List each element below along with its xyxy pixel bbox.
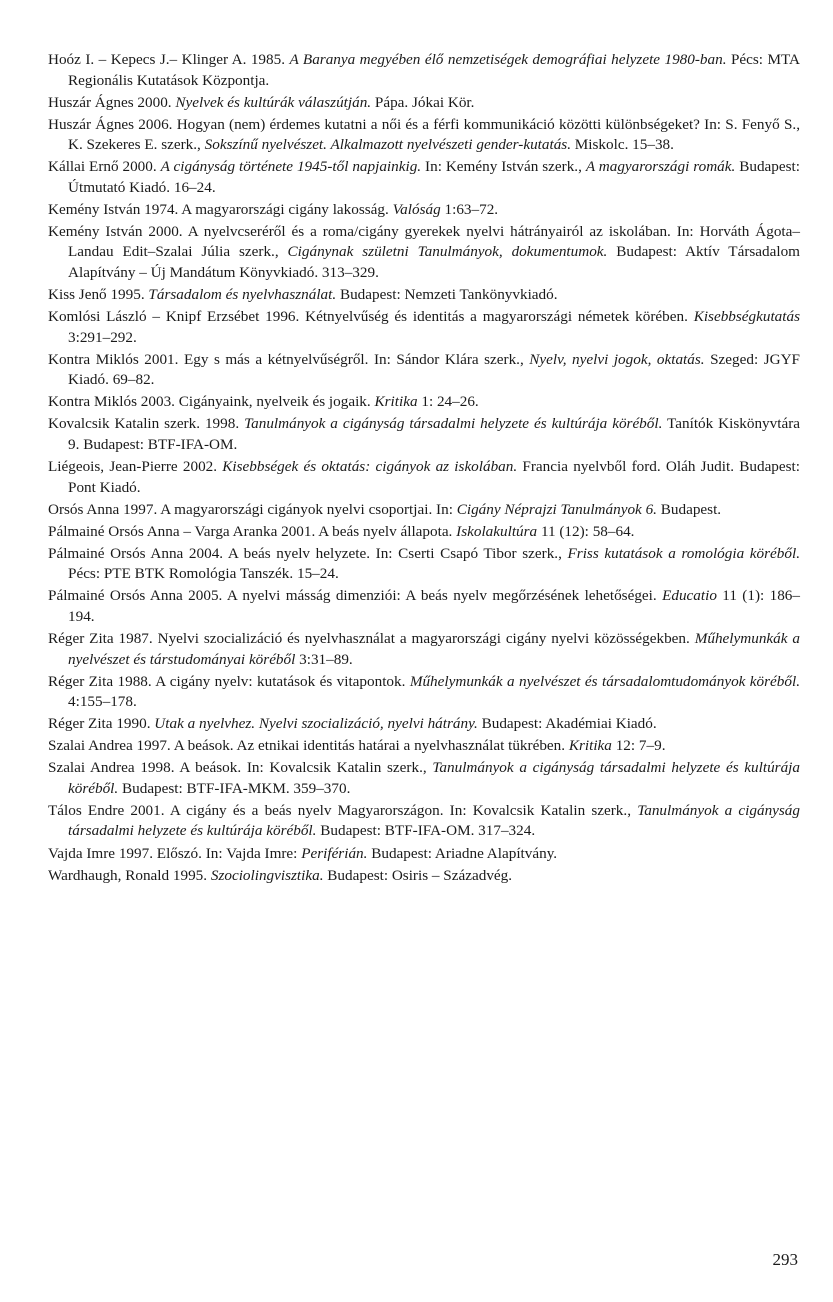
- reference-text: Réger Zita 1987. Nyelvi szocializáció és nyelvhasználat a magyarországi cigány nyelvi közösségekben.: [48, 630, 695, 647]
- reference-text: 3:291–292.: [68, 328, 137, 346]
- reference-text: Tálos Endre 2001. A cigány és a beás nyelv Magyarországon. In: Kovalcsik Katalin szerk.,: [48, 801, 638, 819]
- reference-title: Kritika: [374, 393, 418, 411]
- reference-text: 11 (1): 186–194.: [68, 587, 800, 625]
- reference-title: Társadalom és nyelvhasználat.: [148, 286, 337, 304]
- reference-text: Pécs: PTE BTK Romológia Tanszék. 15–24.: [68, 565, 339, 583]
- reference-entry: [48, 115, 800, 156]
- reference-title: Műhelymunkák a nyelvészet és társtudományai köréből: [68, 630, 800, 668]
- reference-entry: [48, 350, 800, 391]
- reference-entry: [48, 586, 800, 627]
- reference-text: 4:155–178.: [68, 693, 137, 711]
- reference-entry: [48, 414, 800, 455]
- reference-entry: [48, 866, 800, 887]
- reference-text: Komlósi László – Knipf Erzsébet 1996. Kétnyelvűség és identitás a magyarországi németek körében.: [48, 308, 694, 326]
- reference-entry: [48, 544, 800, 585]
- reference-title: Sokszínű nyelvészet. Alkalmazott nyelvészeti gender-kutatás.: [204, 136, 571, 154]
- reference-text: Pápa. Jókai Kör.: [371, 93, 475, 111]
- reference-text: Liégeois, Jean-Pierre 2002.: [48, 458, 223, 476]
- page-number: 293: [772, 1250, 798, 1269]
- reference-title: Periférián.: [301, 844, 368, 862]
- reference-title: Nyelv, nyelvi jogok, oktatás.: [529, 350, 705, 368]
- reference-text: Pálmainé Orsós Anna 2005. A nyelvi másság dimenziói: A beás nyelv megőrzésének lehetőségei.: [48, 587, 663, 605]
- reference-text: Kemény István 2000. A nyelvcseréről és a roma/cigány gyerekek nyelvi hátrányairól az iskolában. In: Horváth Ágota–Landau Edit–Szalai Júlia szerk.,: [48, 222, 800, 261]
- reference-text: In: Kemény István szerk.,: [421, 158, 586, 176]
- reference-text: Francia nyelvből ford. Oláh Judit. Budapest: Pont Kiadó.: [68, 458, 800, 496]
- reference-text: 12: 7–9.: [611, 737, 666, 755]
- reference-text: 11 (12): 58–64.: [537, 522, 635, 540]
- reference-entry: [48, 157, 800, 198]
- reference-text: Budapest: Ariadne Alapítvány.: [367, 844, 558, 862]
- reference-title: Kisebbségek és oktatás: cigányok az iskolában.: [222, 458, 518, 476]
- reference-entry: [48, 672, 800, 713]
- reference-text: Budapest.: [656, 500, 722, 518]
- reference-title: Kisebbségkutatás: [693, 308, 800, 326]
- reference-text: Miskolc. 15–38.: [571, 136, 674, 154]
- reference-title: Tanulmányok a cigányság társadalmi helyzete és kultúrája köréből.: [68, 801, 800, 840]
- reference-entry: [48, 844, 800, 865]
- reference-title: Iskolakultúra: [456, 522, 538, 540]
- reference-text: Budapest: Aktív Társadalom Alapítvány – Új Mandátum Könyvkiadó. 313–329.: [68, 243, 800, 281]
- reference-text: Budapest: Útmutató Kiadó. 16–24.: [68, 158, 800, 196]
- reference-text: Kovalcsik Katalin szerk. 1998.: [48, 415, 245, 433]
- reference-entry: [48, 222, 800, 284]
- reference-text: Budapest: Nemzeti Tankönyvkiadó.: [336, 286, 558, 304]
- reference-text: Szeged: JGYF Kiadó. 69–82.: [68, 350, 800, 389]
- reference-text: Szalai Andrea 1998. A beások. In: Kovalcsik Katalin szerk.,: [48, 759, 433, 777]
- reference-title: Szociolingvisztika.: [210, 866, 324, 884]
- reference-entry: [48, 500, 800, 521]
- reference-text: Kemény István 1974. A magyarországi cigány lakosság.: [48, 200, 393, 218]
- reference-text: Pécs: MTA Regionális Kutatások Központja.: [68, 51, 800, 89]
- reference-entry: [48, 285, 800, 306]
- reference-entry: [48, 758, 800, 799]
- reference-entry: [48, 307, 800, 348]
- reference-text: Budapest: BTF-IFA-OM. 317–324.: [316, 822, 536, 840]
- reference-text: Hoóz I. – Kepecs J.– Klinger A. 1985.: [48, 51, 290, 68]
- reference-text: Huszár Ágnes 2000.: [48, 93, 176, 111]
- reference-entry: [48, 200, 800, 221]
- reference-title: Tanulmányok a cigányság társadalmi helyzete és kultúrája köréből.: [68, 759, 800, 797]
- reference-text: Kontra Miklós 2001. Egy s más a kétnyelvűségről. In: Sándor Klára szerk.,: [48, 350, 530, 368]
- reference-entry: [48, 457, 800, 498]
- reference-text: Kiss Jenő 1995.: [48, 286, 149, 304]
- reference-text: Budapest: Akadémiai Kiadó.: [477, 715, 657, 733]
- reference-text: Tanítók Kiskönyvtára 9. Budapest: BTF-IFA-OM.: [68, 415, 801, 453]
- reference-text: Szalai Andrea 1997. A beások. Az etnikai identitás határai a nyelvhasználat tükrében.: [48, 737, 569, 755]
- reference-text: Kállai Ernő 2000.: [48, 158, 161, 176]
- reference-text: Pálmainé Orsós Anna – Varga Aranka 2001. A beás nyelv állapota.: [48, 522, 457, 540]
- reference-title: Cigánynak születni Tanulmányok, dokumentumok.: [287, 243, 608, 261]
- reference-title: Utak a nyelvhez. Nyelvi szocializáció, nyelvi hátrány.: [154, 715, 478, 733]
- reference-title: Tanulmányok a cigányság társadalmi helyzete és kultúrája köréből.: [244, 415, 663, 433]
- reference-text: Réger Zita 1988. A cigány nyelv: kutatások és vitapontok.: [48, 672, 410, 690]
- reference-title: A magyarországi romák.: [585, 158, 736, 176]
- reference-entry: [48, 522, 800, 543]
- reference-text: Kontra Miklós 2003. Cigányaink, nyelveik és jogaik.: [48, 393, 375, 411]
- reference-title: Valóság: [392, 200, 441, 218]
- reference-entry: [48, 714, 800, 735]
- reference-list: [48, 50, 800, 888]
- reference-title: Friss kutatások a romológia köréből.: [567, 544, 800, 562]
- reference-text: Réger Zita 1990.: [48, 715, 155, 733]
- reference-text: Orsós Anna 1997. A magyarországi cigányok nyelvi csoportjai. In:: [48, 500, 457, 518]
- reference-text: Huszár Ágnes 2006. Hogyan (nem) érdemes kutatni a női és a férfi kommunikáció közötti különbségeket? In: S. Fenyő S., K. Szekeres E. szerk.,: [48, 115, 800, 154]
- reference-text: Pálmainé Orsós Anna 2004. A beás nyelv helyzete. In: Cserti Csapó Tibor szerk.,: [48, 544, 568, 562]
- reference-text: Budapest: Osiris – Századvég.: [323, 866, 513, 884]
- reference-entry: [48, 801, 800, 842]
- reference-text: Wardhaugh, Ronald 1995.: [48, 866, 211, 884]
- reference-title: Műhelymunkák a nyelvészet és társadalomtudományok köréből.: [409, 672, 800, 690]
- reference-entry: [48, 629, 800, 670]
- reference-title: Educatio: [662, 587, 717, 605]
- reference-title: Kritika: [568, 737, 612, 755]
- reference-title: Nyelvek és kultúrák válaszútján.: [175, 93, 372, 111]
- reference-entry: [48, 736, 800, 757]
- reference-title: Cigány Néprajzi Tanulmányok 6.: [456, 500, 657, 518]
- reference-title: A Baranya megyében élő nemzetiségek demográfiai helyzete 1980-ban.: [289, 51, 727, 68]
- reference-text: Vajda Imre 1997. Előszó. In: Vajda Imre:: [48, 844, 302, 862]
- reference-text: 3:31–89.: [295, 650, 353, 668]
- reference-title: A cigányság története 1945-től napjainkig.: [160, 158, 422, 176]
- reference-text: Budapest: BTF-IFA-MKM. 359–370.: [118, 779, 351, 797]
- reference-entry: [48, 50, 800, 91]
- reference-text: 1:63–72.: [440, 200, 499, 218]
- reference-entry: [48, 93, 800, 114]
- reference-text: 1: 24–26.: [417, 393, 479, 411]
- reference-entry: [48, 392, 800, 413]
